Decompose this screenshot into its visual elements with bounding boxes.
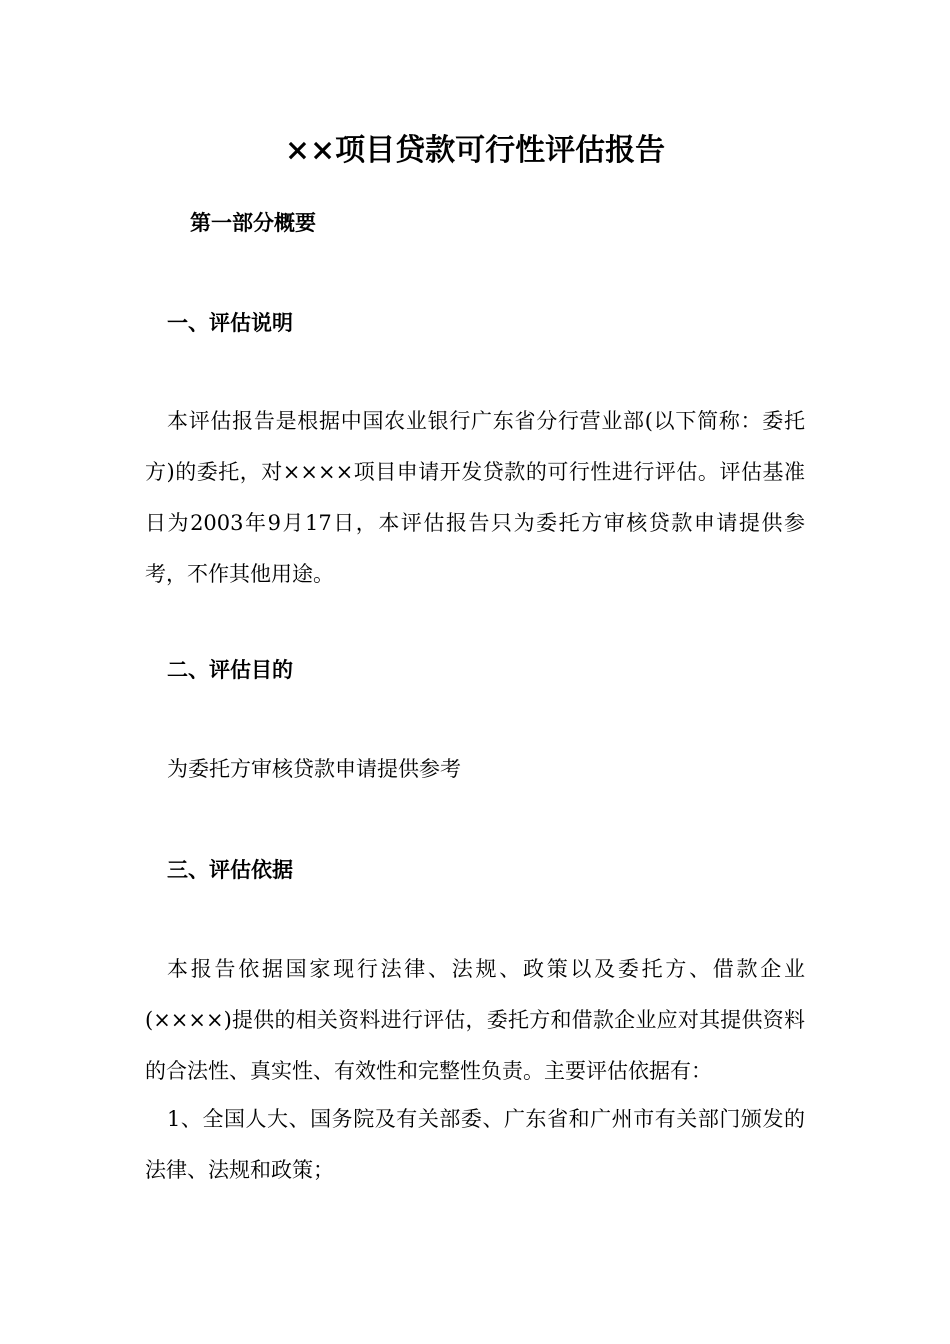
document-title: ××项目贷款可行性评估报告 <box>284 133 666 168</box>
section-heading-1: 一、评估说明 <box>167 311 293 335</box>
section-heading-2: 二、评估目的 <box>167 658 293 682</box>
section-heading-3: 三、评估依据 <box>167 858 293 882</box>
list-item-1: 1、全国人大、国务院及有关部委、广东省和广州市有关部门颁发的法律、法规和政策； <box>145 1107 805 1182</box>
part-title: 第一部分概要 <box>190 211 316 235</box>
section-paragraph-2: 为委托方审核贷款申请提供参考 <box>167 757 461 781</box>
section-paragraph-3: 本报告依据国家现行法律、法规、政策以及委托方、借款企业(××××)提供的相关资料进行评估，委托方和借款企业应对其提供资料的合法性、真实性、有效性和完整性负责。主要评估依据有： <box>145 957 805 1083</box>
section-paragraph-1: 本评估报告是根据中国农业银行广东省分行营业部(以下简称：委托方)的委托，对××××项目申请开发贷款的可行性进行评估。评估基准日为2003年9月17日，本评估报告只为委托方审核贷款申请提供参考，不作其他用途。 <box>145 409 805 586</box>
